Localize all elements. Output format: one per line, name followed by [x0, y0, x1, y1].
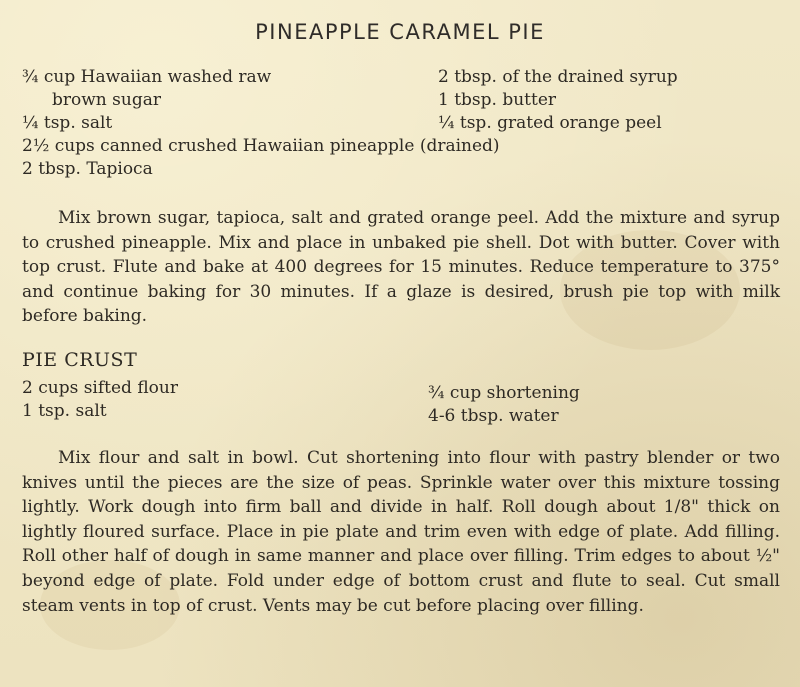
ingredient-line: ¼ tsp. salt — [22, 113, 113, 133]
ingredient-line: brown sugar — [52, 90, 161, 110]
ingredient-line: 2 cups sifted flour — [22, 378, 178, 398]
crust-directions: Mix flour and salt in bowl. Cut shortening into flour with pastry blender or two knives until the pieces are the size of peas. Sprinkle water over this mixture tossing lightly. Work dough into firm ball and divide in half. Roll dough about 1/8" thick on lightly floured surface. Place in pie plate and trim even with edge of plate. Add filling. Roll other half of dough in same manner and place over filling. Trim edges to about ½" beyond edge of plate. Fold under edge of bottom crust and flute to seal. Cut small steam vents in top of crust. Vents may be cut before placing over filling. — [22, 448, 780, 616]
ingredient-line: 2½ cups canned crushed Hawaiian pineapple (drained) — [22, 136, 500, 156]
recipe-directions: Mix brown sugar, tapioca, salt and grated orange peel. Add the mixture and syrup to crushed pineapple. Mix and place in unbaked pie shell. Dot with butter. Cover with top crust. Flute and bake at 400 degrees for 15 minutes. Reduce temperature to 375° and continue baking for 30 minutes. If a glaze is desired, brush pie top with milk before baking. — [22, 208, 780, 327]
section-heading: PIE CRUST — [22, 349, 138, 371]
ingredient-line: ¾ cup Hawaiian washed raw — [22, 67, 272, 87]
ingredient-line: 1 tsp. salt — [22, 401, 107, 421]
ingredient-line: 2 tbsp. of the drained syrup — [438, 67, 678, 87]
ingredient-line: 2 tbsp. Tapioca — [22, 159, 153, 179]
recipe-title: PINEAPPLE CARAMEL PIE — [255, 20, 545, 44]
ingredient-line: 1 tbsp. butter — [438, 90, 557, 110]
ingredient-line: ¾ cup shortening — [428, 383, 580, 403]
ingredient-line: ¼ tsp. grated orange peel — [438, 113, 662, 133]
ingredient-line: 4-6 tbsp. water — [428, 406, 559, 426]
